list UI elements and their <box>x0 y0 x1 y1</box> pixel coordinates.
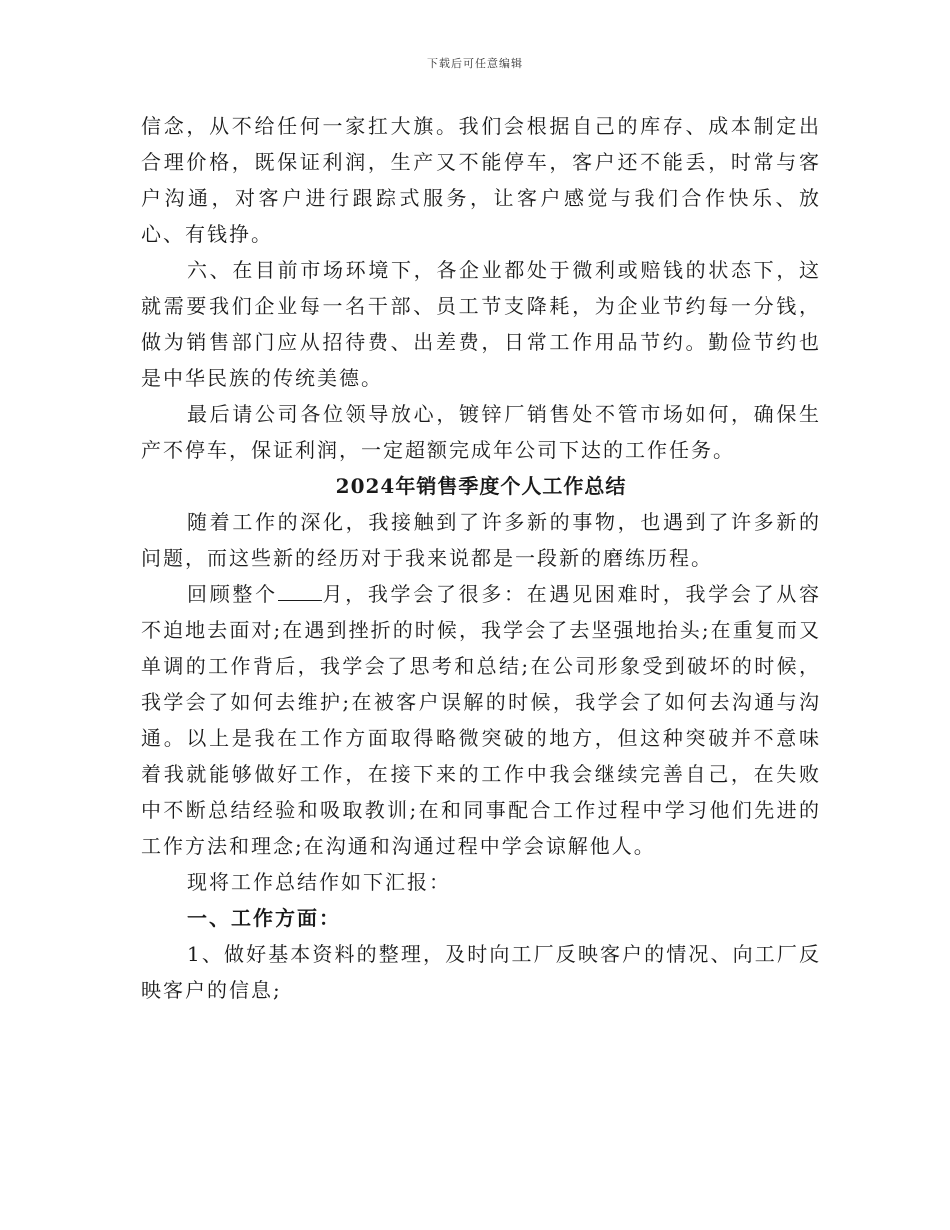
paragraph-1: 信念，从不给任何一家扛大旗。我们会根据自己的库存、成本制定出合理价格，既保证利润，生产又不能停车，客户还不能丢，时常与客户沟通，对客户进行跟踪式服务，让客户感觉与我们合作快乐、放心、有钱挣。 <box>141 114 821 246</box>
paragraph-4: 随着工作的深化，我接触到了许多新的事物，也遇到了许多新的问题，而这些新的经历对于我来说都是一段新的磨练历程。 <box>141 510 821 570</box>
section-title: 2024年销售季度个人工作总结 <box>335 474 627 498</box>
paragraph-5 <box>141 576 821 864</box>
paragraph-5-rest: 月，我学会了很多：在遇见困难时，我学会了从容不迫地去面对;在遇到挫折的时候，我学会了去坚强地抬头;在重复而又单调的工作背后，我学会了思考和总结;在公司形象受到破坏的时候，我学会了如何去维护;在被客户误解的时候，我学会了如何去沟通与沟通。以上是我在工作方面取得略微突破的地方，但这种突破并不意味着我就能够做好工作，在接下来的工作中我会继续完善自己，在失败中不断总结经验和吸取教训;在和同事配合工作过程中学习他们先进的工作方法和理念;在沟通和沟通过程中学会谅解他人。 <box>141 582 822 858</box>
paragraph-5-start: 回顾整个 <box>187 582 278 606</box>
paragraph-6: 现将工作总结作如下汇报： <box>187 870 451 894</box>
paragraph-7: 1、做好基本资料的整理，及时向工厂反映客户的情况、向工厂反映客户的信息; <box>141 942 821 1002</box>
paragraph-2: 六、在目前市场环境下，各企业都处于微利或赔钱的状态下，这就需要我们企业每一名干部、员工节支降耗，为企业节约每一分钱，做为销售部门应从招待费、出差费，日常工作用品节约。勤俭节约也是中华民族的传统美德。 <box>141 258 821 390</box>
fill-in-blank <box>278 582 322 601</box>
document-body <box>141 108 821 1008</box>
subheading-work: 一、工作方面： <box>187 906 341 930</box>
header-note: 下载后可任意编辑 <box>427 57 523 70</box>
paragraph-3: 最后请公司各位领导放心，镀锌厂销售处不管市场如何，确保生产不停车，保证利润，一定超额完成年公司下达的工作任务。 <box>141 402 821 462</box>
